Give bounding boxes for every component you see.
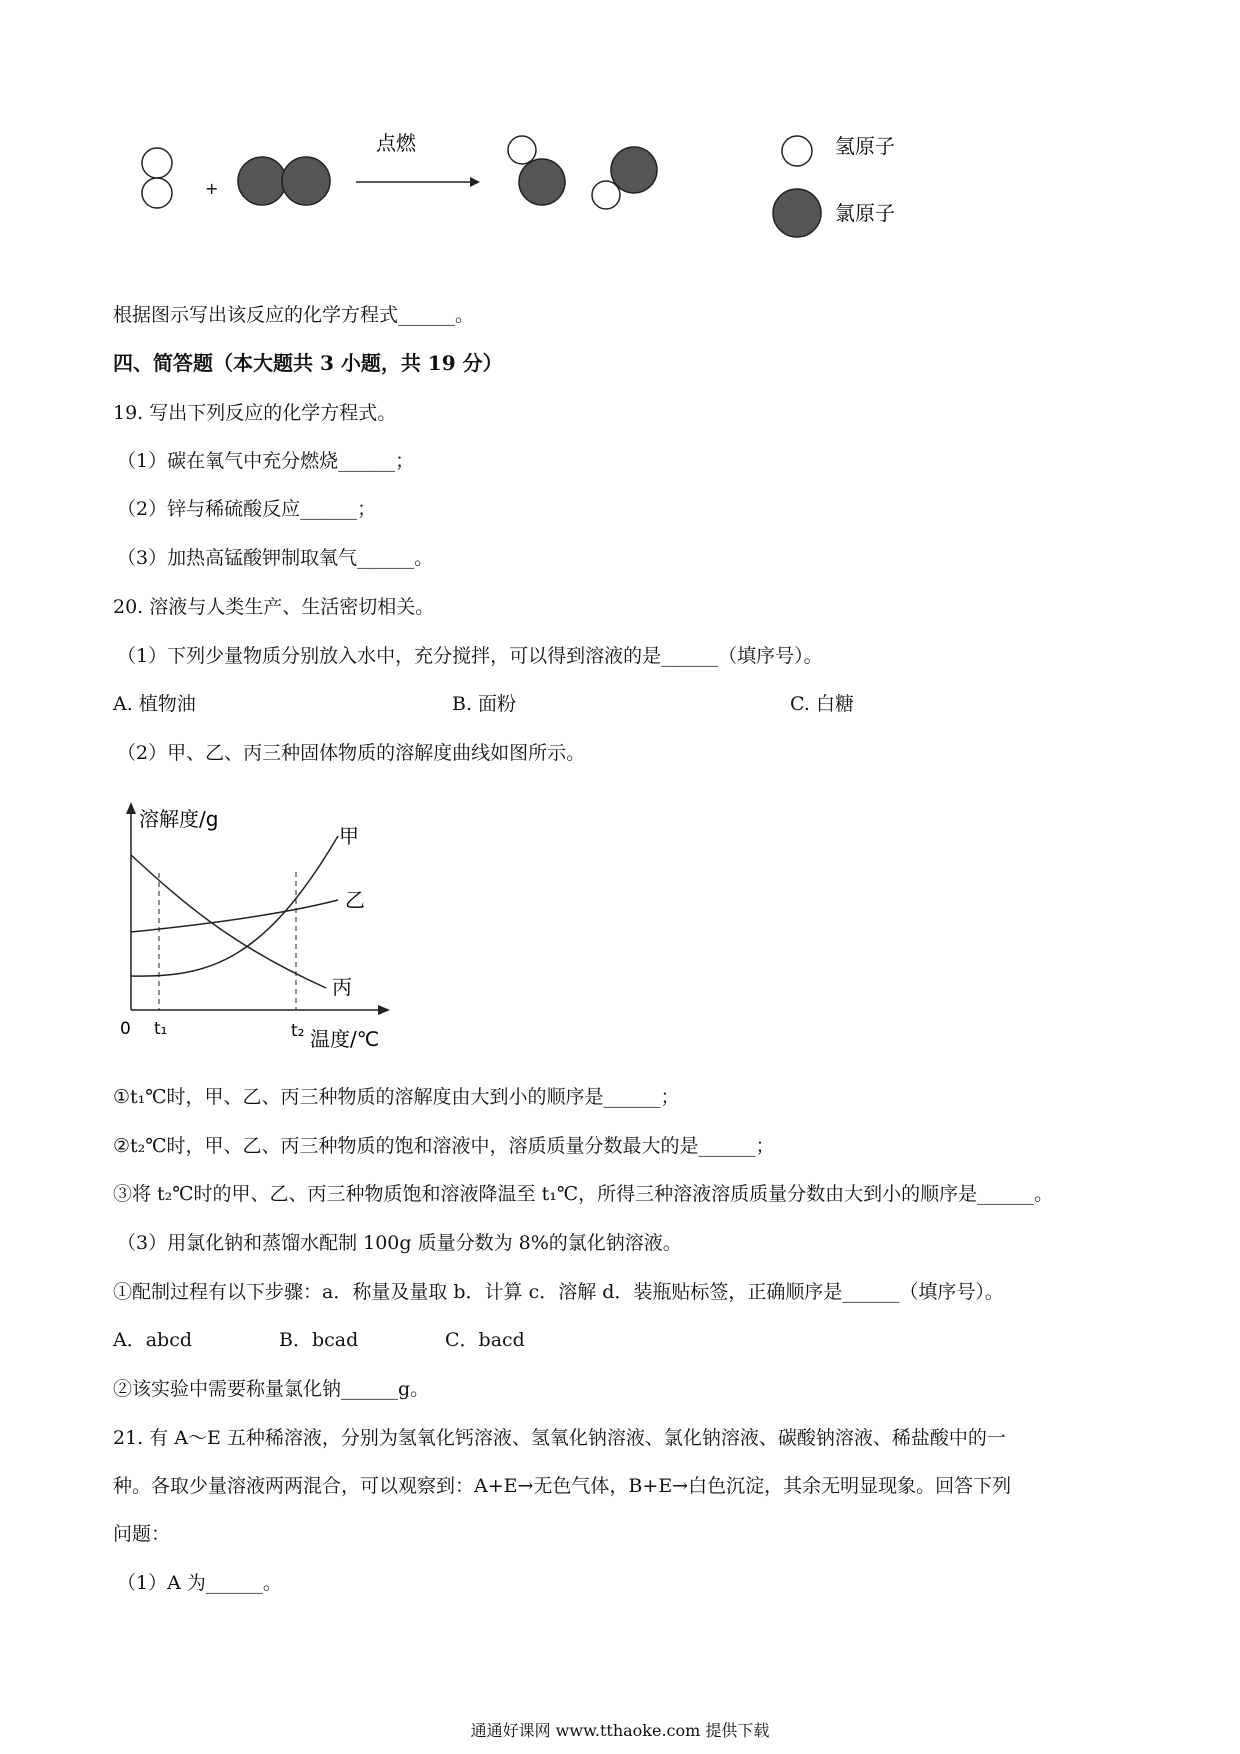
q20-option-c: C. 白糖 (790, 693, 854, 715)
page-footer: 通通好课网 www.tthaoke.com 提供下载 (470, 1721, 770, 1740)
q20-sub1: ①t₁℃时，甲、乙、丙三种物质的溶解度由大到小的顺序是______； (113, 1086, 680, 1108)
q20-sub3: ③将 t₂℃时的甲、乙、丙三种物质饱和溶液降温至 t₁℃，所得三种溶液溶质质量分数由大到小的顺序是______。 (113, 1183, 1054, 1205)
q20-part3-option-a: A．abcd (113, 1329, 193, 1351)
plus-sign: + (205, 179, 219, 198)
q20-option-b: B. 面粉 (452, 693, 517, 715)
q20-part3-option-b: B．bcad (279, 1329, 359, 1351)
y-axis-label: 溶解度/g (139, 807, 219, 831)
q20-part1: （1）下列少量物质分别放入水中，充分搅拌，可以得到溶液的是______（填序号）。 (117, 645, 823, 667)
t1-label: t₁ (154, 1019, 168, 1039)
q19-part1: （1）碳在氧气中充分燃烧______； (117, 450, 415, 472)
reaction-diagram (0, 110, 1240, 250)
origin-label: 0 (120, 1019, 131, 1039)
hydrogen-atom (142, 178, 172, 208)
chlorine-atom (282, 157, 330, 205)
legend-hydrogen-icon (782, 136, 812, 166)
q20-sub2: ②t₂℃时，甲、乙、丙三种物质的饱和溶液中，溶质质量分数最大的是______； (113, 1135, 775, 1157)
series-jia-curve (131, 836, 338, 976)
arrow-head-icon (470, 177, 480, 187)
q19-part3: （3）加热高锰酸钾制取氧气______。 (117, 547, 434, 569)
series-yi-curve (131, 900, 338, 932)
q20-part3-option-c: C．bacd (445, 1329, 525, 1351)
x-axis-label: 温度/℃ (310, 1027, 380, 1051)
legend-chlorine-label: 氯原子 (835, 201, 895, 225)
solubility-chart (100, 795, 400, 1055)
q19-stem: 19. 写出下列反应的化学方程式。 (113, 402, 397, 424)
q20-part3: （3）用氯化钠和蒸馏水配制 100g 质量分数为 8%的氯化钠溶液。 (117, 1232, 682, 1254)
legend-hydrogen-label: 氢原子 (835, 134, 895, 158)
hydrogen-atom (508, 136, 536, 164)
series-bing-curve (131, 855, 326, 988)
q21-stem-line3: 问题： (113, 1523, 171, 1545)
q21-stem-line1: 21. 有 A～E 五种稀溶液，分别为氢氧化钙溶液、氢氧化钠溶液、氯化钠溶液、碳酸钠溶液、稀盐酸中的一 (113, 1427, 1006, 1449)
legend-chlorine-icon (773, 189, 821, 237)
q20-part3-step: ①配制过程有以下步骤：a．称量及量取 b．计算 c．溶解 d．装瓶贴标签，正确顺序是______（填序号）。 (113, 1281, 1004, 1303)
section-heading: 四、简答题（本大题共 3 小题，共 19 分） (113, 351, 503, 375)
q20-part3-mass: ②该实验中需要称量氯化钠______g。 (113, 1378, 430, 1400)
chlorine-atom (519, 159, 565, 205)
x-axis-arrow-icon (378, 1005, 390, 1015)
series-bing-label: 丙 (332, 975, 352, 999)
hydrogen-atom (592, 181, 620, 209)
q18-prompt: 根据图示写出该反应的化学方程式______。 (113, 304, 475, 326)
series-yi-label: 乙 (345, 888, 365, 912)
q19-part2: （2）锌与稀硫酸反应______； (117, 498, 377, 520)
chlorine-atom (238, 157, 286, 205)
q21-stem-line2: 种。各取少量溶液两两混合，可以观察到：A+E→无色气体，B+E→白色沉淀，其余无明显现象。回答下列 (113, 1475, 1012, 1497)
y-axis-arrow-icon (126, 802, 136, 814)
q20-option-a: A. 植物油 (113, 693, 196, 715)
hydrogen-atom (142, 148, 172, 178)
series-jia-label: 甲 (339, 824, 359, 848)
reaction-condition: 点燃 (376, 131, 416, 155)
q21-part1: （1）A 为______。 (117, 1572, 282, 1594)
chlorine-atom (611, 147, 657, 193)
q20-stem: 20. 溶液与人类生产、生活密切相关。 (113, 596, 435, 618)
q20-part2: （2）甲、乙、丙三种固体物质的溶解度曲线如图所示。 (117, 742, 586, 764)
t2-label: t₂ (291, 1021, 305, 1041)
